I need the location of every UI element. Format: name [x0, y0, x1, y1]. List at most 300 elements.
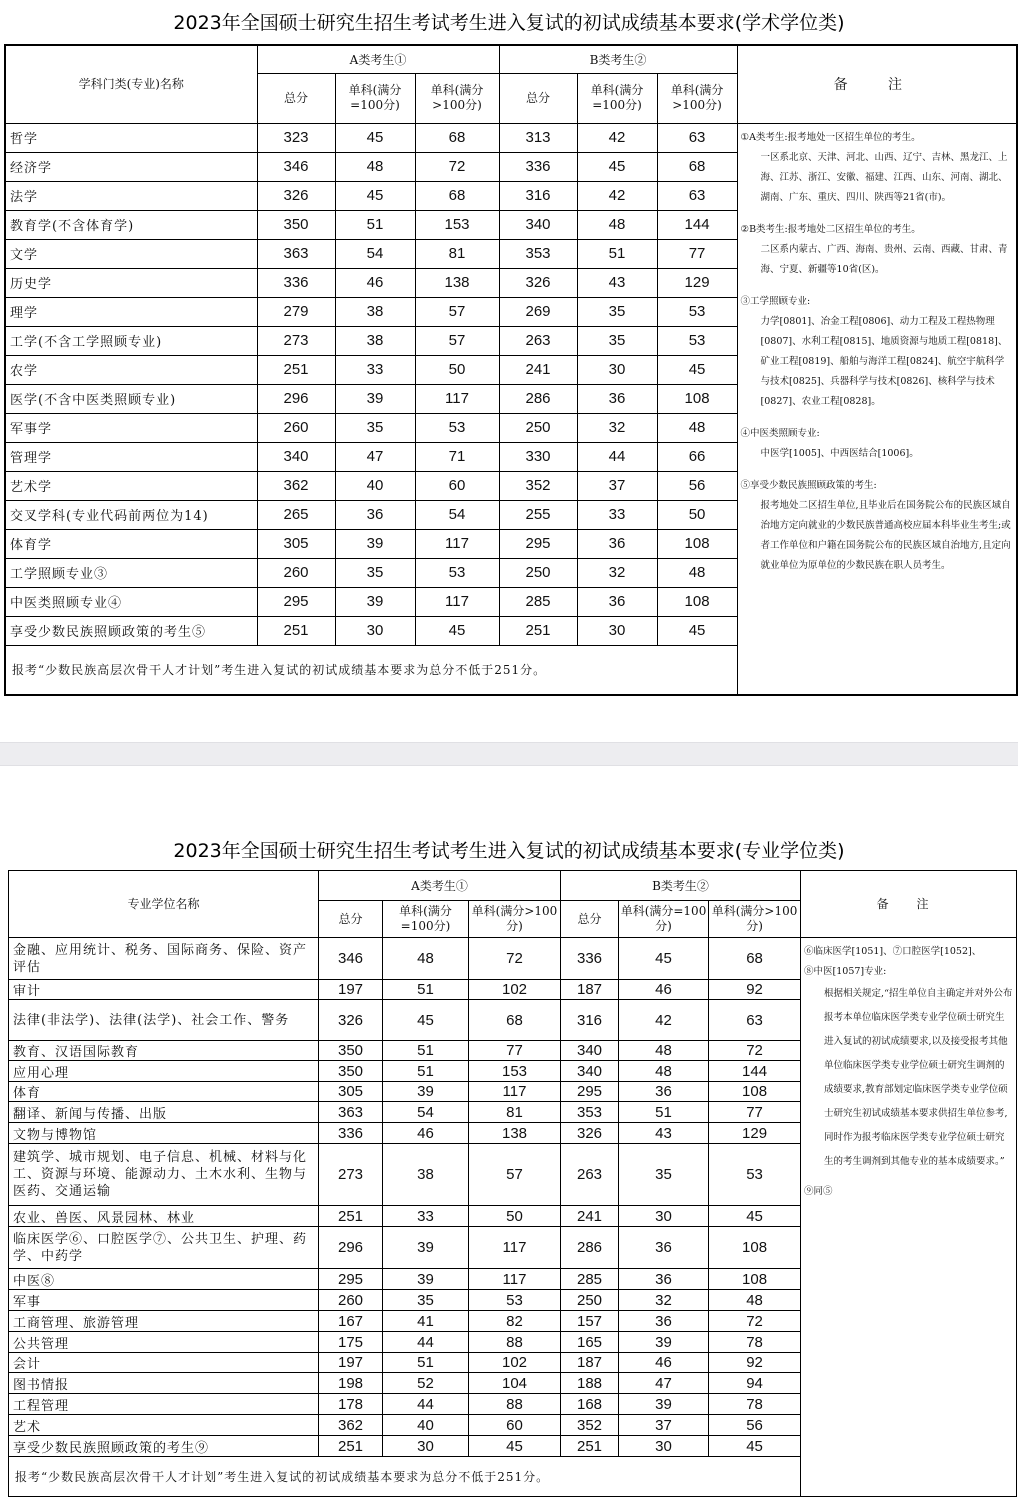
- row-name: 临床医学⑥、口腔医学⑦、公共卫生、护理、药学、中药学: [9, 1227, 319, 1269]
- cell-b-s100: 39: [619, 1394, 709, 1415]
- row-name: 翻译、新闻与传播、出版: [9, 1102, 319, 1123]
- cell-a-s100: 46: [383, 1123, 469, 1144]
- cell-b-total: 340: [561, 1061, 619, 1082]
- cell-b-sgt: 129: [709, 1123, 801, 1144]
- row-name: 工商管理、旅游管理: [9, 1311, 319, 1332]
- cell-b-sgt: 108: [709, 1227, 801, 1269]
- cell-a-sgt: 53: [415, 558, 499, 587]
- row-name: 历史学: [5, 268, 257, 297]
- cell-a-sgt: 68: [469, 1000, 561, 1041]
- row-name: 经济学: [5, 152, 257, 181]
- b-total-header: 总分: [499, 73, 577, 123]
- cell-b-sgt: 56: [709, 1415, 801, 1436]
- cell-a-s100: 36: [335, 500, 415, 529]
- footnote: 报考“少数民族高层次骨干人才计划”考生进入复试的初试成绩基本要求为总分不低于251分。: [9, 1457, 801, 1497]
- remark-1: [741, 128, 1014, 208]
- cell-a-s100: 48: [335, 152, 415, 181]
- table-row: [5, 123, 1017, 152]
- b-total-header: 总分: [561, 901, 619, 938]
- cell-b-total: 250: [499, 558, 577, 587]
- cell-a-total: 350: [319, 1041, 383, 1061]
- cell-b-sgt: 108: [709, 1082, 801, 1102]
- cell-a-sgt: 68: [415, 123, 499, 152]
- cell-b-sgt: 63: [657, 181, 737, 210]
- cell-b-sgt: 72: [709, 1311, 801, 1332]
- cell-a-sgt: 60: [415, 471, 499, 500]
- cell-a-sgt: 138: [469, 1123, 561, 1144]
- row-name: 体育学: [5, 529, 257, 558]
- cell-a-total: 260: [319, 1290, 383, 1311]
- cell-a-s100: 45: [335, 123, 415, 152]
- remark-2: [741, 220, 1014, 280]
- row-name: 工程管理: [9, 1394, 319, 1415]
- cell-a-s100: 51: [383, 980, 469, 1000]
- cell-a-s100: 48: [383, 938, 469, 980]
- remark-1: ⑥临床医学[1051]、⑦口腔医学[1052]、: [804, 946, 982, 957]
- remark-heading: ③工学照顾专业:: [740, 295, 811, 307]
- cell-a-total: 175: [319, 1332, 383, 1353]
- a-single100-header: 单科(满分=100分): [335, 73, 415, 123]
- cell-b-s100: 36: [619, 1082, 709, 1102]
- row-name: 工学(不含工学照顾专业): [5, 326, 257, 355]
- remark-body: 中医学[1005]、中西医结合[1006]。: [760, 447, 919, 459]
- cell-b-s100: 48: [619, 1041, 709, 1061]
- cell-b-s100: 46: [619, 1353, 709, 1373]
- remark-5: [741, 476, 1014, 576]
- cell-a-sgt: 57: [469, 1144, 561, 1206]
- remark-body: 报考地处二区招生单位,且毕业后在国务院公布的民族区域自治地方定向就业的少数民族普通高校应届本科毕业生考生;或者工作单位和户籍在国务院公布的民族区域自治地方,且定向就业单位为原单位的少数民族在职人员考生。: [760, 499, 1011, 571]
- cell-b-s100: 44: [577, 442, 657, 471]
- cell-a-sgt: 117: [415, 587, 499, 616]
- cell-a-sgt: 117: [415, 529, 499, 558]
- cell-b-total: 168: [561, 1394, 619, 1415]
- cell-b-s100: 39: [619, 1332, 709, 1353]
- cell-b-total: 187: [561, 980, 619, 1000]
- cell-a-sgt: 117: [469, 1269, 561, 1290]
- cell-b-total: 250: [499, 413, 577, 442]
- remark-heading: ①A类考生:报考地处一区招生单位的考生。: [740, 131, 921, 143]
- row-name: 军事学: [5, 413, 257, 442]
- cell-b-s100: 46: [619, 980, 709, 1000]
- row-name: 艺术: [9, 1415, 319, 1436]
- cell-a-sgt: 45: [469, 1436, 561, 1457]
- remark-body: 力学[0801]、冶金工程[0806]、动力工程及工程热物理[0807]、水利工程[0815]、地质资源与地质工程[0818]、矿业工程[0819]、船舶与海洋工程[0824]、航空宇航科学与技术[0825]、兵器科学与技术[0826]、核科学与技术[0827]、农业工程[0828]。: [760, 315, 1008, 407]
- cell-b-total: 352: [499, 471, 577, 500]
- cell-a-s100: 54: [383, 1102, 469, 1123]
- cell-b-total: 295: [561, 1082, 619, 1102]
- cell-b-s100: 36: [577, 529, 657, 558]
- cell-b-sgt: 48: [709, 1290, 801, 1311]
- cell-b-total: 316: [499, 181, 577, 210]
- cell-b-total: 250: [561, 1290, 619, 1311]
- cell-a-total: 251: [257, 616, 335, 645]
- cell-a-s100: 35: [383, 1290, 469, 1311]
- cell-b-sgt: 53: [657, 326, 737, 355]
- cell-b-sgt: 48: [657, 413, 737, 442]
- cell-b-sgt: 45: [709, 1206, 801, 1227]
- cell-a-sgt: 68: [415, 181, 499, 210]
- row-name: 艺术学: [5, 471, 257, 500]
- cell-b-total: 352: [561, 1415, 619, 1436]
- cell-a-sgt: 117: [415, 384, 499, 413]
- cell-b-s100: 36: [577, 384, 657, 413]
- cell-b-total: 340: [561, 1041, 619, 1061]
- row-name: 公共管理: [9, 1332, 319, 1353]
- cell-b-total: 255: [499, 500, 577, 529]
- cell-b-sgt: 77: [709, 1102, 801, 1123]
- cell-b-s100: 43: [577, 268, 657, 297]
- cell-a-total: 340: [257, 442, 335, 471]
- remarks-cell: [737, 123, 1017, 695]
- b-singlegt100-header: 单科(满分>100分): [709, 901, 801, 938]
- cell-b-s100: 32: [619, 1290, 709, 1311]
- cell-a-total: 326: [319, 1000, 383, 1041]
- cell-b-total: 295: [499, 529, 577, 558]
- cell-b-sgt: 63: [709, 1000, 801, 1041]
- cell-a-s100: 44: [383, 1394, 469, 1415]
- cell-b-sgt: 45: [657, 355, 737, 384]
- table-row: [9, 938, 1017, 980]
- cell-a-sgt: 54: [415, 500, 499, 529]
- cell-b-sgt: 68: [709, 938, 801, 980]
- group-b-header: B类考生②: [561, 871, 801, 901]
- cell-a-total: 363: [319, 1102, 383, 1123]
- cell-a-total: 296: [257, 384, 335, 413]
- cell-a-sgt: 50: [415, 355, 499, 384]
- row-name: 哲学: [5, 123, 257, 152]
- cell-a-sgt: 57: [415, 326, 499, 355]
- cell-b-total: 326: [561, 1123, 619, 1144]
- cell-b-sgt: 66: [657, 442, 737, 471]
- cell-b-total: 326: [499, 268, 577, 297]
- cell-a-sgt: 71: [415, 442, 499, 471]
- cell-b-s100: 30: [619, 1206, 709, 1227]
- cell-a-s100: 45: [383, 1000, 469, 1041]
- row-name: 工学照顾专业③: [5, 558, 257, 587]
- cell-a-sgt: 72: [469, 938, 561, 980]
- cell-a-s100: 51: [383, 1061, 469, 1082]
- cell-b-s100: 30: [619, 1436, 709, 1457]
- remark-4: [741, 424, 1014, 464]
- cell-b-total: 241: [499, 355, 577, 384]
- professional-title: 2023年全国硕士研究生招生考试考生进入复试的初试成绩基本要求(专业学位类): [173, 840, 845, 862]
- cell-a-total: 336: [319, 1123, 383, 1144]
- b-singlegt100-header: 单科(满分>100分): [657, 73, 737, 123]
- cell-a-total: 350: [319, 1061, 383, 1082]
- cell-b-s100: 35: [619, 1144, 709, 1206]
- cell-a-s100: 51: [383, 1353, 469, 1373]
- remarks-cell: [801, 938, 1017, 1497]
- row-name: 应用心理: [9, 1061, 319, 1082]
- row-name: 文学: [5, 239, 257, 268]
- cell-b-s100: 32: [577, 558, 657, 587]
- cell-a-total: 260: [257, 413, 335, 442]
- cell-a-total: 178: [319, 1394, 383, 1415]
- row-name: 军事: [9, 1290, 319, 1311]
- cell-b-s100: 42: [619, 1000, 709, 1041]
- cell-a-total: 362: [319, 1415, 383, 1436]
- row-name: 教育学(不含体育学): [5, 210, 257, 239]
- page-divider: [0, 742, 1018, 766]
- cell-b-total: 313: [499, 123, 577, 152]
- cell-a-sgt: 82: [469, 1311, 561, 1332]
- cell-a-s100: 51: [335, 210, 415, 239]
- cell-b-s100: 37: [577, 471, 657, 500]
- remark-2: ⑧中医[1057]专业:: [804, 966, 887, 977]
- cell-a-total: 167: [319, 1311, 383, 1332]
- cell-b-sgt: 77: [657, 239, 737, 268]
- cell-b-s100: 48: [577, 210, 657, 239]
- cell-a-sgt: 102: [469, 980, 561, 1000]
- remark-body: 二区系内蒙古、广西、海南、贵州、云南、西藏、甘肃、青海、宁夏、新疆等10省(区)。: [760, 243, 1008, 275]
- cell-b-s100: 36: [619, 1227, 709, 1269]
- cell-a-sgt: 53: [415, 413, 499, 442]
- row-name: 审计: [9, 980, 319, 1000]
- cell-b-s100: 47: [619, 1373, 709, 1394]
- name-column-header: 专业学位名称: [9, 871, 319, 938]
- remark-4: ⑨同⑤: [804, 1186, 833, 1197]
- cell-b-total: 157: [561, 1311, 619, 1332]
- cell-b-total: 187: [561, 1353, 619, 1373]
- cell-b-sgt: 108: [709, 1269, 801, 1290]
- cell-a-s100: 39: [383, 1227, 469, 1269]
- cell-b-total: 263: [499, 326, 577, 355]
- cell-a-total: 346: [319, 938, 383, 980]
- cell-a-sgt: 88: [469, 1394, 561, 1415]
- cell-a-s100: 38: [335, 326, 415, 355]
- a-total-header: 总分: [257, 73, 335, 123]
- remark-3: 根据相关规定,“招生单位自主确定并对外公布报考本单位临床医学类专业学位硕士研究生进入复试的初试成绩要求,以及接受报考其他单位临床医学类专业学位硕士研究生调剂的成绩要求,教育部划定临床医学类专业学位硕士研究生初试成绩基本要求供招生单位参考,同时作为报考临床医学类专业学位硕士研究生的考生调剂到其他专业的基本成绩要求。”: [824, 988, 1013, 1167]
- cell-b-total: 188: [561, 1373, 619, 1394]
- cell-a-s100: 54: [335, 239, 415, 268]
- remark-body: 一区系北京、天津、河北、山西、辽宁、吉林、黑龙江、上海、江苏、浙江、安徽、福建、江西、山东、河南、湖北、湖南、广东、重庆、四川、陕西等21省(市)。: [760, 151, 1008, 203]
- cell-b-sgt: 48: [657, 558, 737, 587]
- academic-table: [4, 44, 1018, 696]
- cell-a-total: 323: [257, 123, 335, 152]
- b-single100-header: 单科(满分=100分): [619, 901, 709, 938]
- cell-b-total: 263: [561, 1144, 619, 1206]
- cell-a-total: 265: [257, 500, 335, 529]
- cell-b-s100: 45: [619, 938, 709, 980]
- cell-a-total: 346: [257, 152, 335, 181]
- cell-a-s100: 39: [383, 1082, 469, 1102]
- cell-a-total: 295: [319, 1269, 383, 1290]
- cell-a-s100: 33: [383, 1206, 469, 1227]
- cell-a-total: 295: [257, 587, 335, 616]
- cell-a-s100: 33: [335, 355, 415, 384]
- cell-a-sgt: 138: [415, 268, 499, 297]
- cell-b-sgt: 78: [709, 1332, 801, 1353]
- cell-b-sgt: 92: [709, 980, 801, 1000]
- cell-b-s100: 48: [619, 1061, 709, 1082]
- footnote: 报考“少数民族高层次骨干人才计划”考生进入复试的初试成绩基本要求为总分不低于251分。: [5, 645, 737, 695]
- cell-b-total: 353: [561, 1102, 619, 1123]
- a-single100-header: 单科(满分=100分): [383, 901, 469, 938]
- cell-a-total: 305: [319, 1082, 383, 1102]
- remark-heading: ⑤享受少数民族照顾政策的考生:: [740, 479, 877, 491]
- cell-a-total: 251: [319, 1436, 383, 1457]
- cell-b-sgt: 53: [709, 1144, 801, 1206]
- remarks-header: 备 注: [737, 45, 1017, 123]
- cell-a-s100: 40: [335, 471, 415, 500]
- row-name: 体育: [9, 1082, 319, 1102]
- cell-b-sgt: 94: [709, 1373, 801, 1394]
- cell-b-s100: 51: [577, 239, 657, 268]
- cell-b-s100: 36: [577, 587, 657, 616]
- cell-b-sgt: 45: [709, 1436, 801, 1457]
- row-name: 享受少数民族照顾政策的考生⑤: [5, 616, 257, 645]
- cell-a-sgt: 81: [415, 239, 499, 268]
- cell-b-sgt: 129: [657, 268, 737, 297]
- cell-a-sgt: 53: [469, 1290, 561, 1311]
- cell-b-sgt: 144: [657, 210, 737, 239]
- cell-b-sgt: 63: [657, 123, 737, 152]
- a-singlegt100-header: 单科(满分>100分): [469, 901, 561, 938]
- cell-a-total: 305: [257, 529, 335, 558]
- cell-a-s100: 47: [335, 442, 415, 471]
- remark-heading: ②B类考生:报考地处二区招生单位的考生。: [740, 223, 921, 235]
- cell-a-sgt: 153: [469, 1061, 561, 1082]
- cell-b-sgt: 108: [657, 529, 737, 558]
- cell-a-total: 279: [257, 297, 335, 326]
- cell-b-s100: 35: [577, 326, 657, 355]
- row-name: 享受少数民族照顾政策的考生⑨: [9, 1436, 319, 1457]
- cell-b-sgt: 53: [657, 297, 737, 326]
- cell-a-total: 350: [257, 210, 335, 239]
- cell-b-sgt: 45: [657, 616, 737, 645]
- cell-b-s100: 37: [619, 1415, 709, 1436]
- cell-a-s100: 30: [335, 616, 415, 645]
- cell-a-sgt: 117: [469, 1227, 561, 1269]
- cell-a-sgt: 57: [415, 297, 499, 326]
- row-name: 医学(不含中医类照顾专业): [5, 384, 257, 413]
- cell-a-s100: 35: [335, 558, 415, 587]
- row-name: 法律(非法学)、法律(法学)、社会工作、警务: [9, 1000, 319, 1041]
- cell-b-total: 336: [561, 938, 619, 980]
- row-name: 农学: [5, 355, 257, 384]
- row-name: 交叉学科(专业代码前两位为14): [5, 500, 257, 529]
- cell-b-sgt: 50: [657, 500, 737, 529]
- cell-b-total: 251: [499, 616, 577, 645]
- cell-a-s100: 39: [335, 529, 415, 558]
- cell-b-sgt: 108: [657, 384, 737, 413]
- cell-b-s100: 30: [577, 355, 657, 384]
- cell-b-sgt: 78: [709, 1394, 801, 1415]
- cell-a-s100: 51: [383, 1041, 469, 1061]
- name-column-header: 学科门类(专业)名称: [5, 45, 257, 123]
- cell-b-total: 286: [561, 1227, 619, 1269]
- row-name: 建筑学、城市规划、电子信息、机械、材料与化工、资源与环境、能源动力、土木水利、生物与医药、交通运输: [9, 1144, 319, 1206]
- cell-a-s100: 38: [335, 297, 415, 326]
- cell-b-s100: 45: [577, 152, 657, 181]
- cell-a-total: 363: [257, 239, 335, 268]
- row-name: 法学: [5, 181, 257, 210]
- a-singlegt100-header: 单科(满分>100分): [415, 73, 499, 123]
- cell-a-sgt: 153: [415, 210, 499, 239]
- cell-b-total: 336: [499, 152, 577, 181]
- cell-b-sgt: 108: [657, 587, 737, 616]
- cell-b-total: 285: [561, 1269, 619, 1290]
- cell-a-total: 362: [257, 471, 335, 500]
- row-name: 教育、汉语国际教育: [9, 1041, 319, 1061]
- cell-b-total: 285: [499, 587, 577, 616]
- cell-a-s100: 46: [335, 268, 415, 297]
- cell-a-s100: 41: [383, 1311, 469, 1332]
- a-total-header: 总分: [319, 901, 383, 938]
- cell-b-sgt: 68: [657, 152, 737, 181]
- cell-a-sgt: 72: [415, 152, 499, 181]
- cell-a-s100: 44: [383, 1332, 469, 1353]
- cell-b-s100: 36: [619, 1311, 709, 1332]
- cell-b-total: 353: [499, 239, 577, 268]
- cell-b-s100: 42: [577, 123, 657, 152]
- cell-b-s100: 36: [619, 1269, 709, 1290]
- cell-a-s100: 39: [335, 384, 415, 413]
- cell-b-total: 241: [561, 1206, 619, 1227]
- cell-a-sgt: 104: [469, 1373, 561, 1394]
- cell-a-s100: 38: [383, 1144, 469, 1206]
- cell-b-total: 269: [499, 297, 577, 326]
- cell-b-total: 286: [499, 384, 577, 413]
- cell-a-s100: 30: [383, 1436, 469, 1457]
- cell-a-sgt: 81: [469, 1102, 561, 1123]
- row-name: 金融、应用统计、税务、国际商务、保险、资产评估: [9, 938, 319, 980]
- cell-b-sgt: 72: [709, 1041, 801, 1061]
- row-name: 理学: [5, 297, 257, 326]
- cell-a-s100: 39: [383, 1269, 469, 1290]
- cell-b-s100: 30: [577, 616, 657, 645]
- remark-3: [741, 292, 1014, 412]
- cell-b-s100: 35: [577, 297, 657, 326]
- cell-a-total: 197: [319, 1353, 383, 1373]
- cell-b-total: 340: [499, 210, 577, 239]
- row-name: 中医类照顾专业④: [5, 587, 257, 616]
- cell-b-sgt: 144: [709, 1061, 801, 1082]
- cell-a-sgt: 77: [469, 1041, 561, 1061]
- cell-a-total: 273: [257, 326, 335, 355]
- cell-a-total: 197: [319, 980, 383, 1000]
- cell-a-total: 260: [257, 558, 335, 587]
- cell-a-sgt: 102: [469, 1353, 561, 1373]
- cell-a-s100: 45: [335, 181, 415, 210]
- cell-b-total: 330: [499, 442, 577, 471]
- row-name: 文物与博物馆: [9, 1123, 319, 1144]
- cell-a-s100: 39: [335, 587, 415, 616]
- row-name: 管理学: [5, 442, 257, 471]
- cell-a-total: 336: [257, 268, 335, 297]
- b-single100-header: 单科(满分=100分): [577, 73, 657, 123]
- cell-b-s100: 51: [619, 1102, 709, 1123]
- cell-a-s100: 35: [335, 413, 415, 442]
- group-a-header: A类考生①: [319, 871, 561, 901]
- row-name: 会计: [9, 1353, 319, 1373]
- cell-b-total: 251: [561, 1436, 619, 1457]
- cell-b-sgt: 56: [657, 471, 737, 500]
- cell-a-s100: 40: [383, 1415, 469, 1436]
- cell-a-total: 273: [319, 1144, 383, 1206]
- cell-a-total: 251: [319, 1206, 383, 1227]
- row-name: 农业、兽医、风景园林、林业: [9, 1206, 319, 1227]
- cell-b-s100: 42: [577, 181, 657, 210]
- cell-a-sgt: 50: [469, 1206, 561, 1227]
- cell-b-s100: 33: [577, 500, 657, 529]
- cell-b-total: 316: [561, 1000, 619, 1041]
- cell-b-total: 165: [561, 1332, 619, 1353]
- cell-b-s100: 32: [577, 413, 657, 442]
- group-a-header: A类考生①: [257, 45, 499, 73]
- row-name: 图书情报: [9, 1373, 319, 1394]
- cell-b-s100: 43: [619, 1123, 709, 1144]
